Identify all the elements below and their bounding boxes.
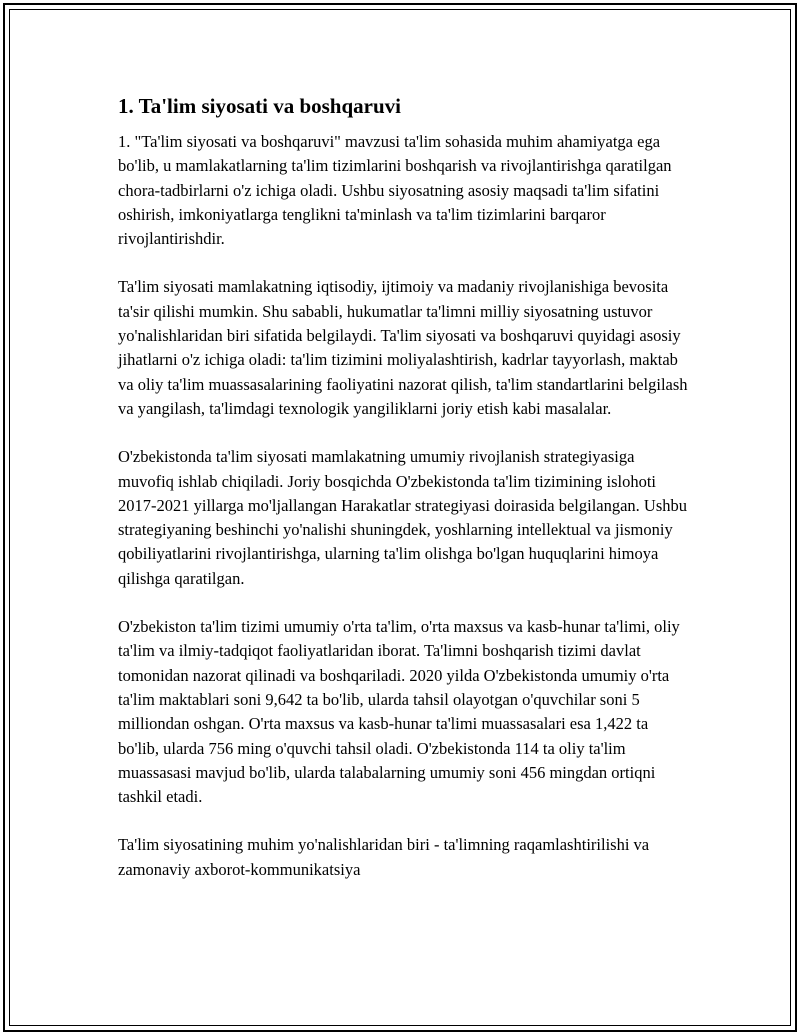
paragraph-2: Ta'lim siyosati mamlakatning iqtisodiy, ijtimoiy va madaniy rivojlanishiga bevosita ta'sir qilishi mumkin. Shu sababli, hukumatlar ta'limni milliy siyosatning ustuvor yo'nalishlaridan biri sifatida belgilaydi. Ta'lim siyosati va boshqaruvi quyidagi asosiy jihatlarni o'z ichiga oladi: ta'lim tizimini moliyalashtirish, kadrlar tayyorlash, maktab va oliy ta'lim muassasalarining faoliyatini nazorat qilish, ta'lim standartlarini belgilash va yangilash, ta'limdagi texnologik yangiliklarni joriy etish kabi masalalar.: [118, 277, 688, 418]
paragraph-4: O'zbekiston ta'lim tizimi umumiy o'rta ta'lim, o'rta maxsus va kasb-hunar ta'limi, oliy ta'lim va ilmiy-tadqiqot faoliyatlaridan iborat. Ta'limni boshqarish tizimi davlat tomonidan nazorat qilinadi va boshqariladi. 2020 yilda O'zbekistonda umumiy o'rta ta'lim maktablari soni 9,642 ta bo'lib, ularda tahsil olayotgan o'quvchilar soni 5 milliondan oshgan. O'rta maxsus va kasb-hunar ta'limi muassasalari esa 1,422 ta bo'lib, ularda 756 ming o'quvchi tahsil oladi. O'zbekistonda 114 ta oliy ta'lim muassasasi mavjud bo'lib, ularda talabalarning umumiy soni 456 mingdan ortiqni tashkil etadi.: [118, 617, 680, 807]
paragraph-3: O'zbekistonda ta'lim siyosati mamlakatning umumiy rivojlanish strategiyasiga muvofiq ishlab chiqiladi. Joriy bosqichda O'zbekistonda ta'lim tizimining islohoti 2017-2021 yillarga mo'ljallangan Harakatlar strategiyasi doirasida belgilangan. Ushbu strategiyaning beshinchi yo'nalishi shuningdek, yoshlarning intellektual va jismoniy qobiliyatlarini rivojlantirishga, ularning ta'lim olishga bo'lgan huquqlarini himoya qilishga qaratilgan.: [118, 447, 688, 588]
section-heading: 1. Ta'lim siyosati va boshqaruvi: [118, 94, 401, 118]
paragraph-1: 1. "Ta'lim siyosati va boshqaruvi" mavzusi ta'lim sohasida muhim ahamiyatga ega bo'lib, u mamlakatlarning ta'lim tizimlarini boshqarish va rivojlantirishga qaratilgan chora-tadbirlarni o'z ichiga oladi. Ushbu siyosatning asosiy maqsadi ta'lim sifatini oshirish, imkoniyatlarga tenglikni ta'minlash va ta'lim tizimlarini barqaror rivojlantirishdir.: [118, 132, 672, 249]
paragraph-5: Ta'lim siyosatining muhim yo'nalishlaridan biri - ta'limning raqamlashtirilishi va zamonaviy axborot-kommunikatsiya: [118, 835, 650, 879]
document-body: [118, 90, 688, 906]
